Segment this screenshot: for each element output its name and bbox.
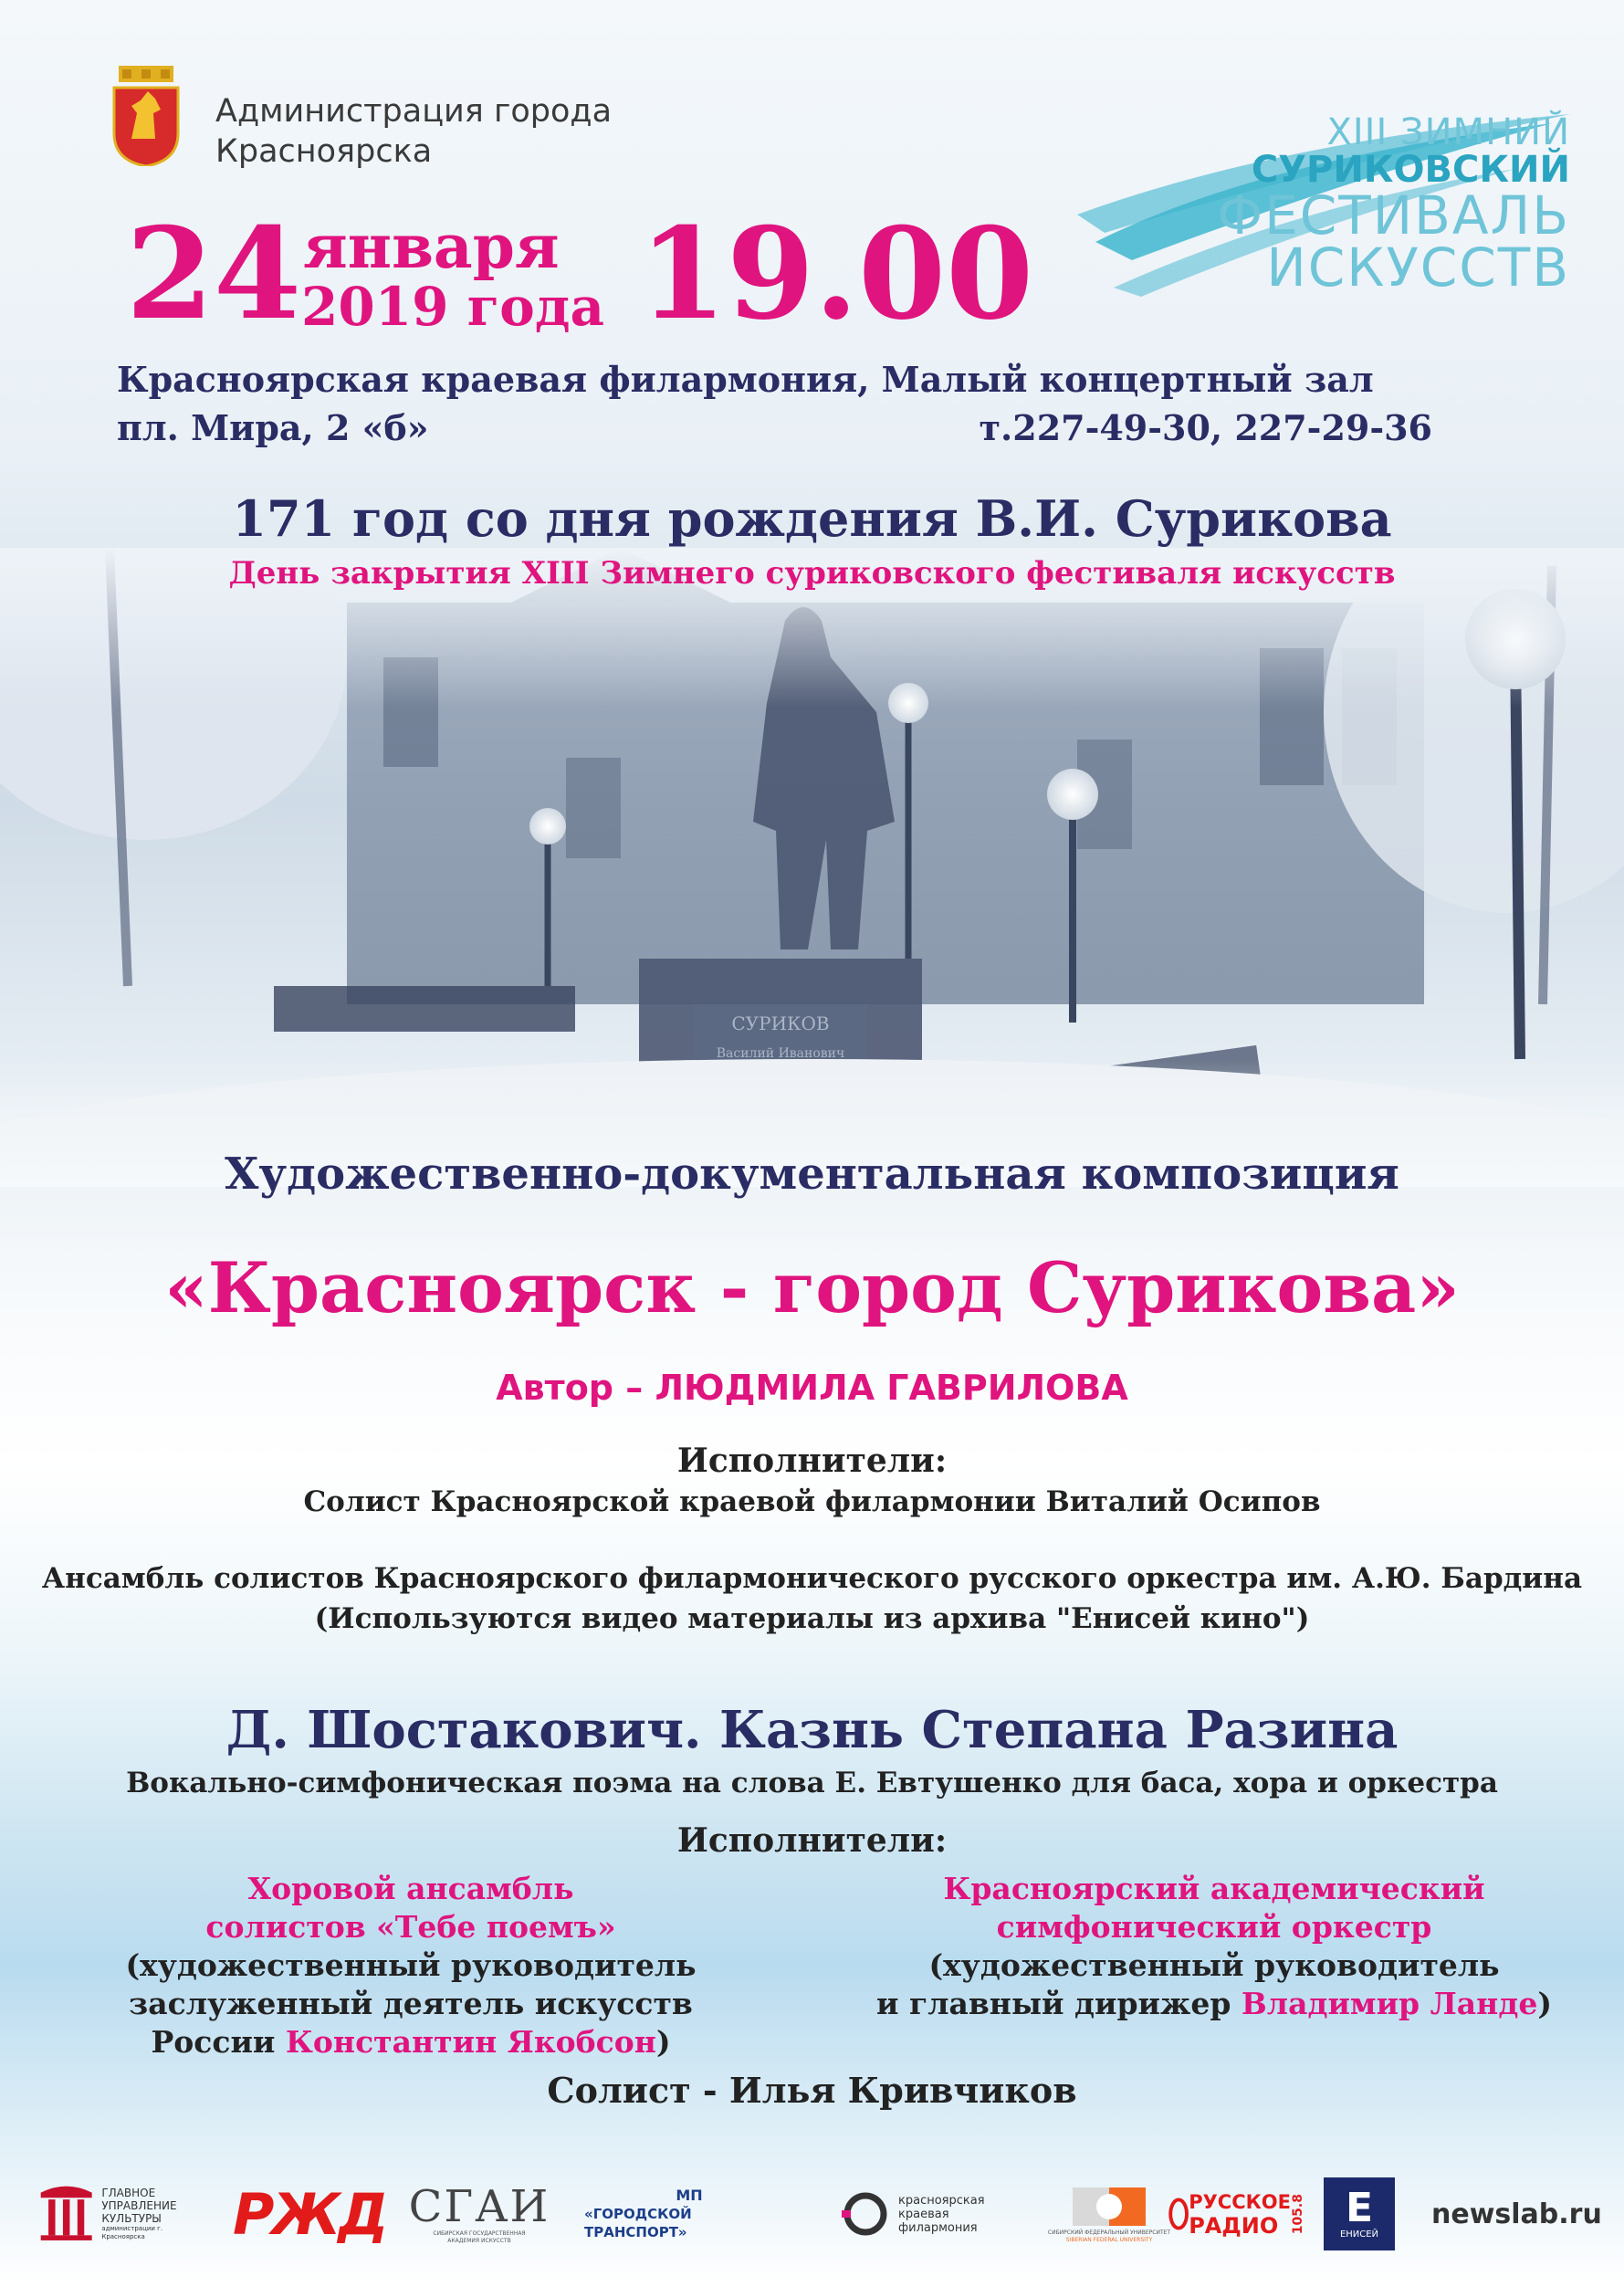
choir-line-5: России Константин Якобсон) [151,2024,671,2060]
closing-day-line: День закрытия XIII Зимнего суриковского фестиваля искусств [228,555,1396,592]
column-icon [37,2182,96,2246]
admin-line-2: Красноярска [215,133,433,170]
culture-department-logo: ГЛАВНОЕ УПРАВЛЕНИЕ КУЛЬТУРЫ администрации г. Красноярска [37,2173,201,2255]
orchestra-line-4: и главный дирижер Владимир Ланде) [876,1986,1552,2021]
soloist-krivchikov: Солист - Илья Кривчиков [547,2070,1077,2111]
performer-ensemble-bardin: Ансамбль солистов Красноярского филармонического русского оркестра им. А.Ю. Бардина [41,1562,1583,1595]
composition-genre: Художественно-документальная композиция [225,1149,1399,1200]
admin-line-1: Администрация города [215,93,613,130]
choir-block [55,1870,767,2061]
orchestra-line-3: (художественный руководитель [928,1947,1500,1983]
festival-line-3: ФЕСТИВАЛЬ [1217,184,1570,247]
sfu-logo: СИБИРСКИЙ ФЕДЕРАЛЬНЫЙ УНИВЕРСИТЕТ SIBERIAN FEDERAL UNIVERSITY [1027,2173,1191,2255]
composition-author: Автор – ЛЮДМИЛА ГАВРИЛОВА [496,1368,1128,1408]
choir-line-2: солистов «Тебе поемъ» [205,1909,616,1945]
conductor-name: Владимир Ланде [1241,1986,1538,2021]
event-venue: Красноярская краевая филармония, Малый концертный зал [117,359,1374,400]
event-month: января [303,211,560,282]
festival-logo [1077,87,1588,297]
choir-line-4: заслуженный деятель искусств [129,1986,693,2021]
choir-line-3: (художественный руководитель [125,1947,697,1983]
festival-line-1: XIII ЗИМНИЙ [1326,111,1570,153]
event-year: 2019 года [301,276,605,338]
philharmonic-logo: красноярская краевая филармония [840,2173,1022,2255]
sfu-emblem-icon [1073,2184,1146,2229]
sgai-logo: СГАИ СИБИРСКАЯ ГОСУДАРСТВЕННАЯ АКАДЕМИЯ ИСКУССТВ [408,2181,550,2244]
city-administration [215,91,612,172]
choir-line-1: Хоровой ансамбль [247,1871,574,1906]
performer-soloist-osipov: Солист Красноярской краевой филармонии Виталий Осипов [303,1485,1321,1518]
shostakovich-subtitle: Вокально-симфоническая поэма на слова Е. Евтушенко для баса, хора и оркестра [126,1767,1498,1799]
event-day: 24 [126,199,302,348]
radio-o-icon [1168,2182,1189,2246]
orchestra-line-2: симфонический оркестр [996,1909,1432,1945]
city-coat-of-arms-icon [110,66,183,166]
enisey-tv-logo: Е ЕНИСЕЙ [1324,2173,1406,2255]
newslab-logo: newslab.ru [1431,2198,1602,2230]
event-time: 19.00 [639,199,1034,348]
monument-photo [0,548,1624,1187]
shostakovich-title: Д. Шостакович. Казнь Степана Разина [225,1700,1399,1760]
rzd-logo: РЖД [233,2180,386,2248]
orchestra-line-1: Красноярский академический [943,1871,1485,1906]
russkoe-radio-logo: РУССКОЕ РАДИО 105.8 [1168,2173,1305,2255]
event-phones: т.227-49-30, 227-29-36 [979,407,1432,448]
event-address: пл. Мира, 2 «б» [117,407,429,448]
festival-line-2: СУРИКОВСКИЙ [1251,149,1570,191]
performers-heading-2: Исполнители: [676,1821,948,1860]
video-archive-note: (Используются видео материалы из архива "Енисей кино") [314,1602,1310,1635]
festival-line-4: ИСКУССТВ [1266,236,1570,299]
city-transport-logo: МП «ГОРОДСКОЙ ТРАНСПОРТ» [584,2187,703,2240]
performers-heading-1: Исполнители: [676,1442,948,1480]
philharmonic-ring-icon [840,2188,891,2240]
composition-title: «Красноярск - город Сурикова» [164,1247,1460,1328]
anniversary-heading: 171 год со дня рождения В.И. Сурикова [232,489,1392,548]
orchestra-block [858,1870,1570,2023]
choir-director-name: Константин Якобсон [285,2024,656,2060]
